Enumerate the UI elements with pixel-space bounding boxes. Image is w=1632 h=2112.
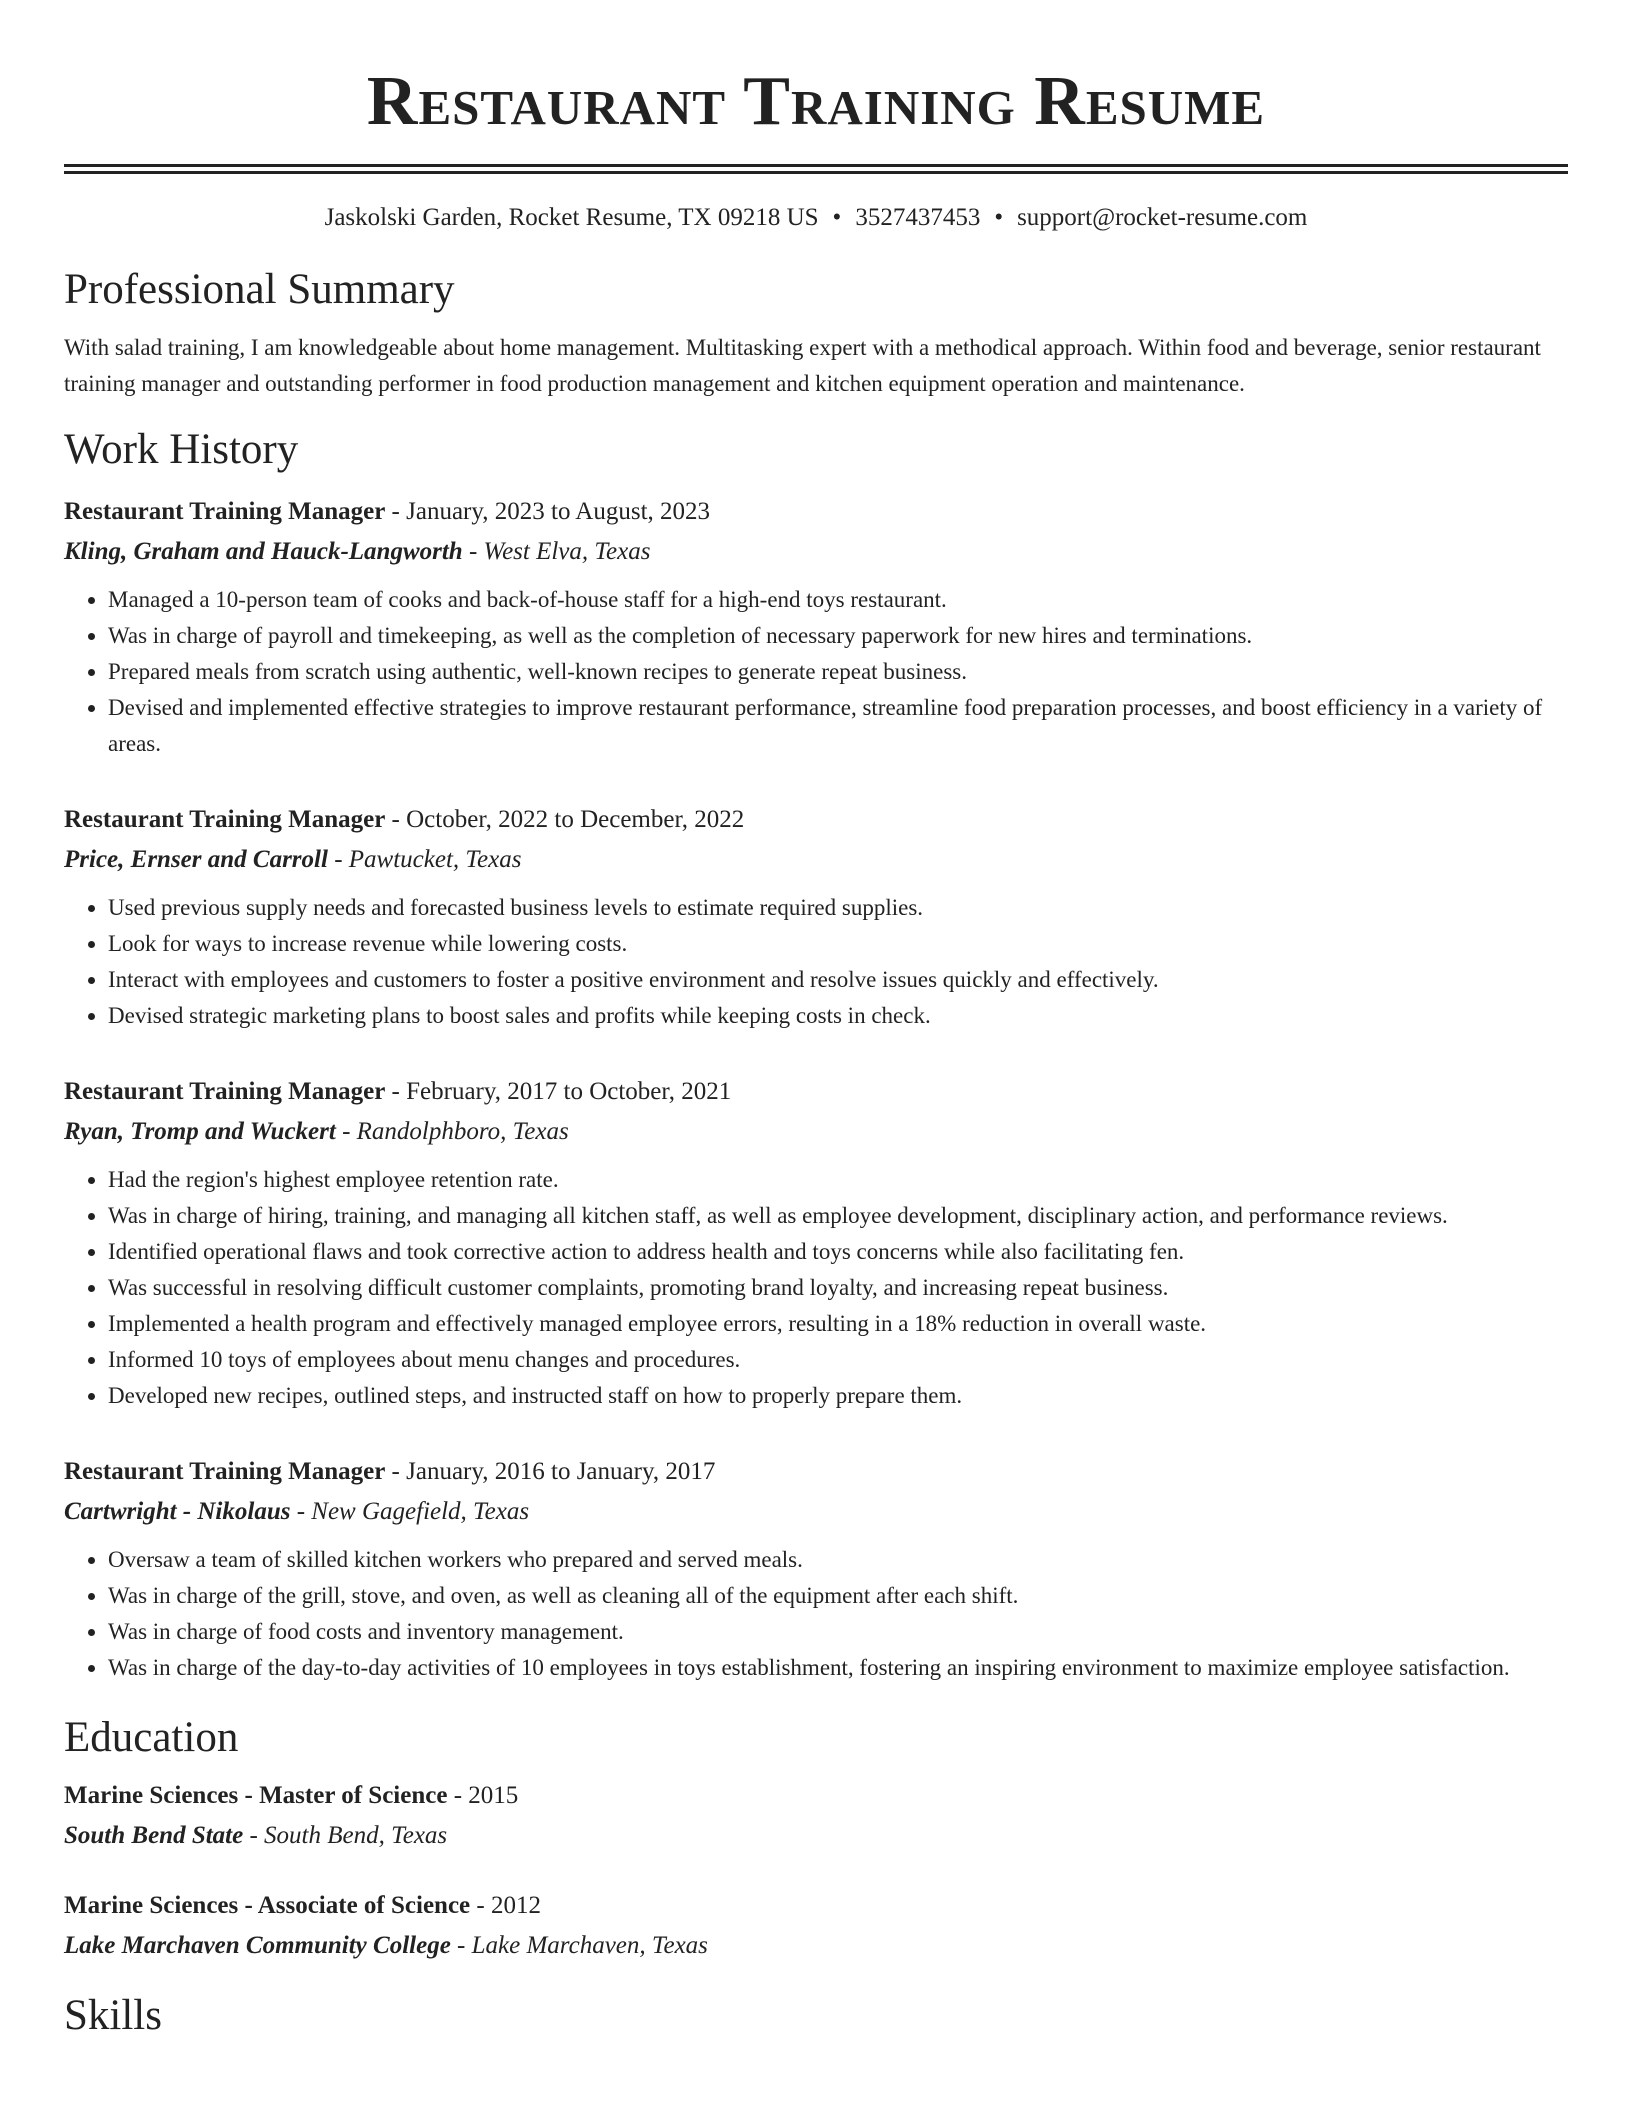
job-bullets [64, 1542, 1568, 1686]
job-entry [64, 1072, 1568, 1414]
job-company-line [64, 532, 1568, 572]
education-entry [64, 1776, 1568, 1856]
job-company: Cartwright - Nikolaus [64, 1498, 291, 1525]
summary-heading: Professional Summary [64, 266, 455, 313]
job-location: - West Elva, Texas [462, 538, 651, 565]
job-bullet: • Was in charge of the day-to-day activities of 10 employees in toys establishment, fostering an inspiring environment to maximize employee satisfaction. [108, 1650, 1568, 1686]
job-dates: - February, 2017 to October, 2021 [385, 1078, 732, 1105]
job-bullet: • Look for ways to increase revenue while lowering costs. [108, 926, 1568, 962]
education-school: Lake Marchaven Community College [64, 1932, 451, 1959]
job-title-line [64, 1072, 1568, 1112]
job-bullet: • Informed 10 toys of employees about menu changes and procedures. [108, 1342, 1568, 1378]
job-company-line [64, 1492, 1568, 1532]
job-title-line [64, 1452, 1568, 1492]
education-entry [64, 1886, 1568, 1966]
job-company: Ryan, Tromp and Wuckert [64, 1118, 336, 1145]
education-school: South Bend State [64, 1822, 244, 1849]
job-title-line [64, 492, 1568, 532]
job-company: Price, Ernser and Carroll [64, 846, 328, 873]
job-bullet: • Was in charge of hiring, training, and managing all kitchen staff, as well as employee development, disciplinary action, and performance reviews. [108, 1198, 1568, 1234]
job-entry [64, 800, 1568, 1034]
education-degree: Marine Sciences - Master of Science [64, 1782, 448, 1809]
job-bullet: • Devised strategic marketing plans to boost sales and profits while keeping costs in check. [108, 998, 1568, 1034]
job-title: Restaurant Training Manager [64, 806, 386, 833]
job-bullets [64, 890, 1568, 1034]
job-entry [64, 1452, 1568, 1686]
job-bullet: • Implemented a health program and effectively managed employee errors, resulting in a 18% reduction in overall waste. [108, 1306, 1568, 1342]
education-degree: Marine Sciences - Associate of Science [64, 1892, 471, 1919]
job-location: - Pawtucket, Texas [327, 846, 522, 873]
job-company-line [64, 840, 1568, 880]
education-year: - 2012 [470, 1892, 541, 1919]
job-bullet: • Was in charge of the grill, stove, and oven, as well as cleaning all of the equipment after each shift. [108, 1578, 1568, 1614]
work-history-heading: Work History [64, 426, 299, 473]
education-school-line [64, 1816, 1568, 1856]
job-company: Kling, Graham and Hauck-Langworth [64, 538, 463, 565]
skills-heading: Skills [64, 1992, 162, 2039]
job-dates: - January, 2023 to August, 2023 [385, 498, 711, 525]
education-location: - Lake Marchaven, Texas [450, 1932, 708, 1959]
resume-title: Restaurant Training Resume [366, 63, 1266, 140]
job-bullet: • Used previous supply needs and forecasted business levels to estimate required supplies. [108, 890, 1568, 926]
education-degree-line [64, 1776, 1568, 1816]
contact-phone: 3527437453 [855, 204, 981, 231]
job-entry [64, 492, 1568, 762]
contact-line [64, 202, 1568, 234]
education-year: - 2015 [447, 1782, 519, 1809]
education-degree-line [64, 1886, 1568, 1926]
job-company-line [64, 1112, 1568, 1152]
job-bullet: • Oversaw a team of skilled kitchen workers who prepared and served meals. [108, 1542, 1568, 1578]
job-bullet: • Had the region's highest employee retention rate. [108, 1162, 1568, 1198]
job-bullets [64, 1162, 1568, 1414]
education-heading: Education [64, 1714, 239, 1761]
education-school-line [64, 1926, 1568, 1966]
summary-text: With salad training, I am knowledgeable about home management. Multitasking expert with a methodical approach. Within food and beverage, senior restaurant training manager and outstanding performer in food production management and kitchen equipment operation and maintenance. [64, 335, 1541, 396]
job-bullet: • Devised and implemented effective strategies to improve restaurant performance, streamline food preparation processes, and boost efficiency in a variety of areas. [108, 690, 1568, 762]
job-title: Restaurant Training Manager [64, 1078, 386, 1105]
job-bullet: • Managed a 10-person team of cooks and back-of-house staff for a high-end toys restaurant. [108, 582, 1568, 618]
job-bullet: • Was successful in resolving difficult customer complaints, promoting brand loyalty, and increasing repeat business. [108, 1270, 1568, 1306]
job-title: Restaurant Training Manager [64, 498, 386, 525]
job-bullet: • Was in charge of payroll and timekeeping, as well as the completion of necessary paperwork for new hires and terminations. [108, 618, 1568, 654]
job-bullet: • Prepared meals from scratch using authentic, well-known recipes to generate repeat business. [108, 654, 1568, 690]
contact-separator: • [832, 204, 842, 231]
title-divider [64, 164, 1568, 174]
contact-address: Jaskolski Garden, Rocket Resume, TX 09218 US [324, 204, 819, 231]
job-title-line [64, 800, 1568, 840]
job-bullets [64, 582, 1568, 762]
job-dates: - January, 2016 to January, 2017 [385, 1458, 716, 1485]
job-location: - New Gagefield, Texas [290, 1498, 530, 1525]
education-location: - South Bend, Texas [243, 1822, 448, 1849]
resume-page [64, 0, 1568, 2042]
job-title: Restaurant Training Manager [64, 1458, 386, 1485]
job-bullet: • Developed new recipes, outlined steps, and instructed staff on how to properly prepare them. [108, 1378, 1568, 1414]
job-location: - Randolphboro, Texas [335, 1118, 569, 1145]
job-bullet: • Interact with employees and customers to foster a positive environment and resolve issues quickly and effectively. [108, 962, 1568, 998]
job-dates: - October, 2022 to December, 2022 [385, 806, 745, 833]
contact-separator: • [994, 204, 1004, 231]
contact-email: support@rocket-resume.com [1017, 204, 1308, 231]
job-bullet: • Was in charge of food costs and inventory management. [108, 1614, 1568, 1650]
job-bullet: • Identified operational flaws and took corrective action to address health and toys concerns while also facilitating fen. [108, 1234, 1568, 1270]
